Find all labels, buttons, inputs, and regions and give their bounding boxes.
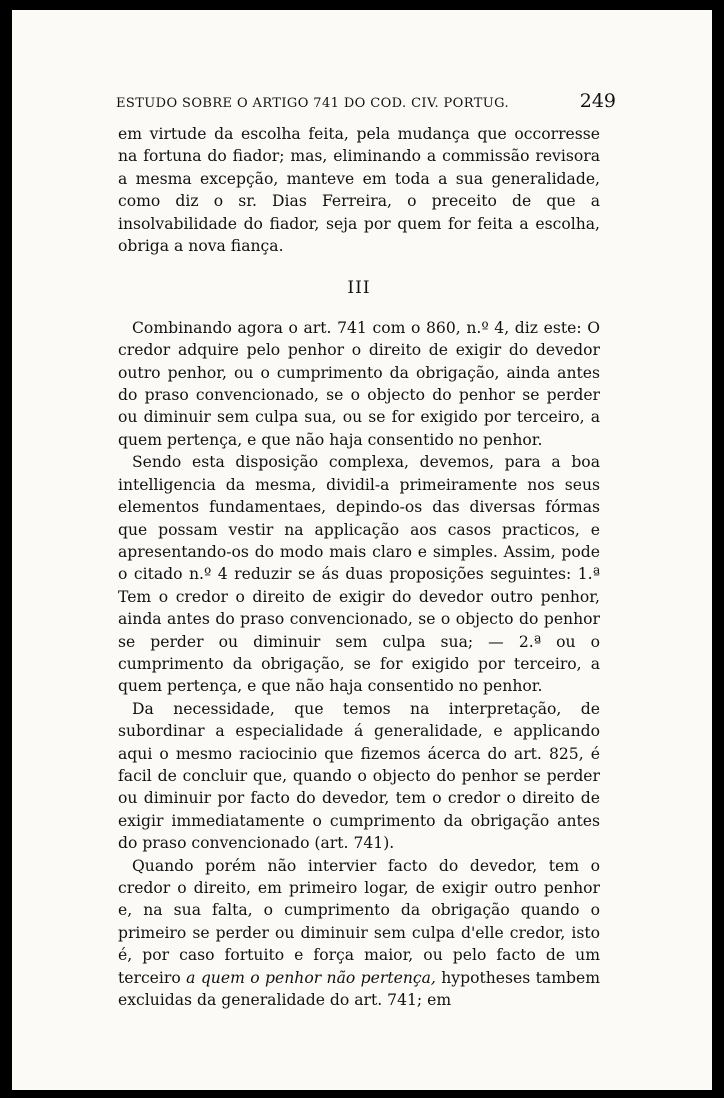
page-number: 249 [579,90,616,112]
paragraph-3: Sendo esta disposição complexa, devemos, para a boa intelligencia da mesma, dividil-a primeiramente nos seus elementos fundamentaes, depindo-os das diversas fórmas que possam vestir na applicação aos casos practicos, e apresentando-os do modo mais claro e simples. Assim, pode o citado n.º 4 reduzir se ás duas proposições seguintes: 1.ª Tem o credor o direito de exigir do devedor outro penhor, ainda antes do praso convencionado, se o objecto do penhor se perder ou diminuir sem culpa sua; — 2.ª ou o cumprimento da obrigação, se for exigido por terceiro, a quem pertença, e que não haja consentido no penhor. [118,453,600,696]
running-title: ESTUDO SOBRE O ARTIGO 741 DO COD. CIV. PORTUG. [116,96,509,111]
section-heading: III [347,278,371,299]
paragraph-5-italic: a quem o penhor não pertença, [186,968,436,987]
paragraph-5-text-a: Quando porém não intervier facto do devedor, tem o credor o direito, em primeiro logar, de exigir outro penhor e, na sua falta, o cumprimento da obrigação quando o primeiro se perder ou diminuir sem culpa d'elle credor, isto é, por caso fortuito e força maior, ou pelo facto de um terceiro [118,856,600,987]
paragraph-5-text-b: hypotheses tambem excluidas da generalidade do art. 741; em [118,968,600,1010]
paragraph-5 [118,855,600,1012]
body-text [118,123,600,1011]
paragraph-2: Combinando agora o art. 741 com o 860, n.º 4, diz este: O credor adquire pelo penhor o direito de exigir do devedor outro penhor, ou o cumprimento da obrigação, ainda antes do praso convencionado, se o objecto do penhor se perder ou diminuir sem culpa sua, ou se for exigido por terceiro, a quem pertença, e que não haja consentido no penhor. [118,318,600,449]
page-header [116,90,616,112]
book-page [12,10,712,1090]
paragraph-1: em virtude da escolha feita, pela mudança que occorresse na fortuna do fiador; mas, eliminando a commissão revisora a mesma excepção, manteve em toda a sua generalidade, como diz o sr. Dias Ferreira, o preceito de que a insolvabilidade do fiador, seja por quem for feita a escolha, obriga a nova fiança. [118,125,600,256]
paragraph-4: Da necessidade, que temos na interpretação, de subordinar a especialidade á generalidade, e applicando aqui o mesmo raciocinio que fizemos ácerca do art. 825, é facil de concluir que, quando o objecto do penhor se perder ou diminuir por facto do devedor, tem o credor o direito de exigir immediatamente o cumprimento da obrigação antes do praso convencionado (art. 741). [118,699,600,853]
